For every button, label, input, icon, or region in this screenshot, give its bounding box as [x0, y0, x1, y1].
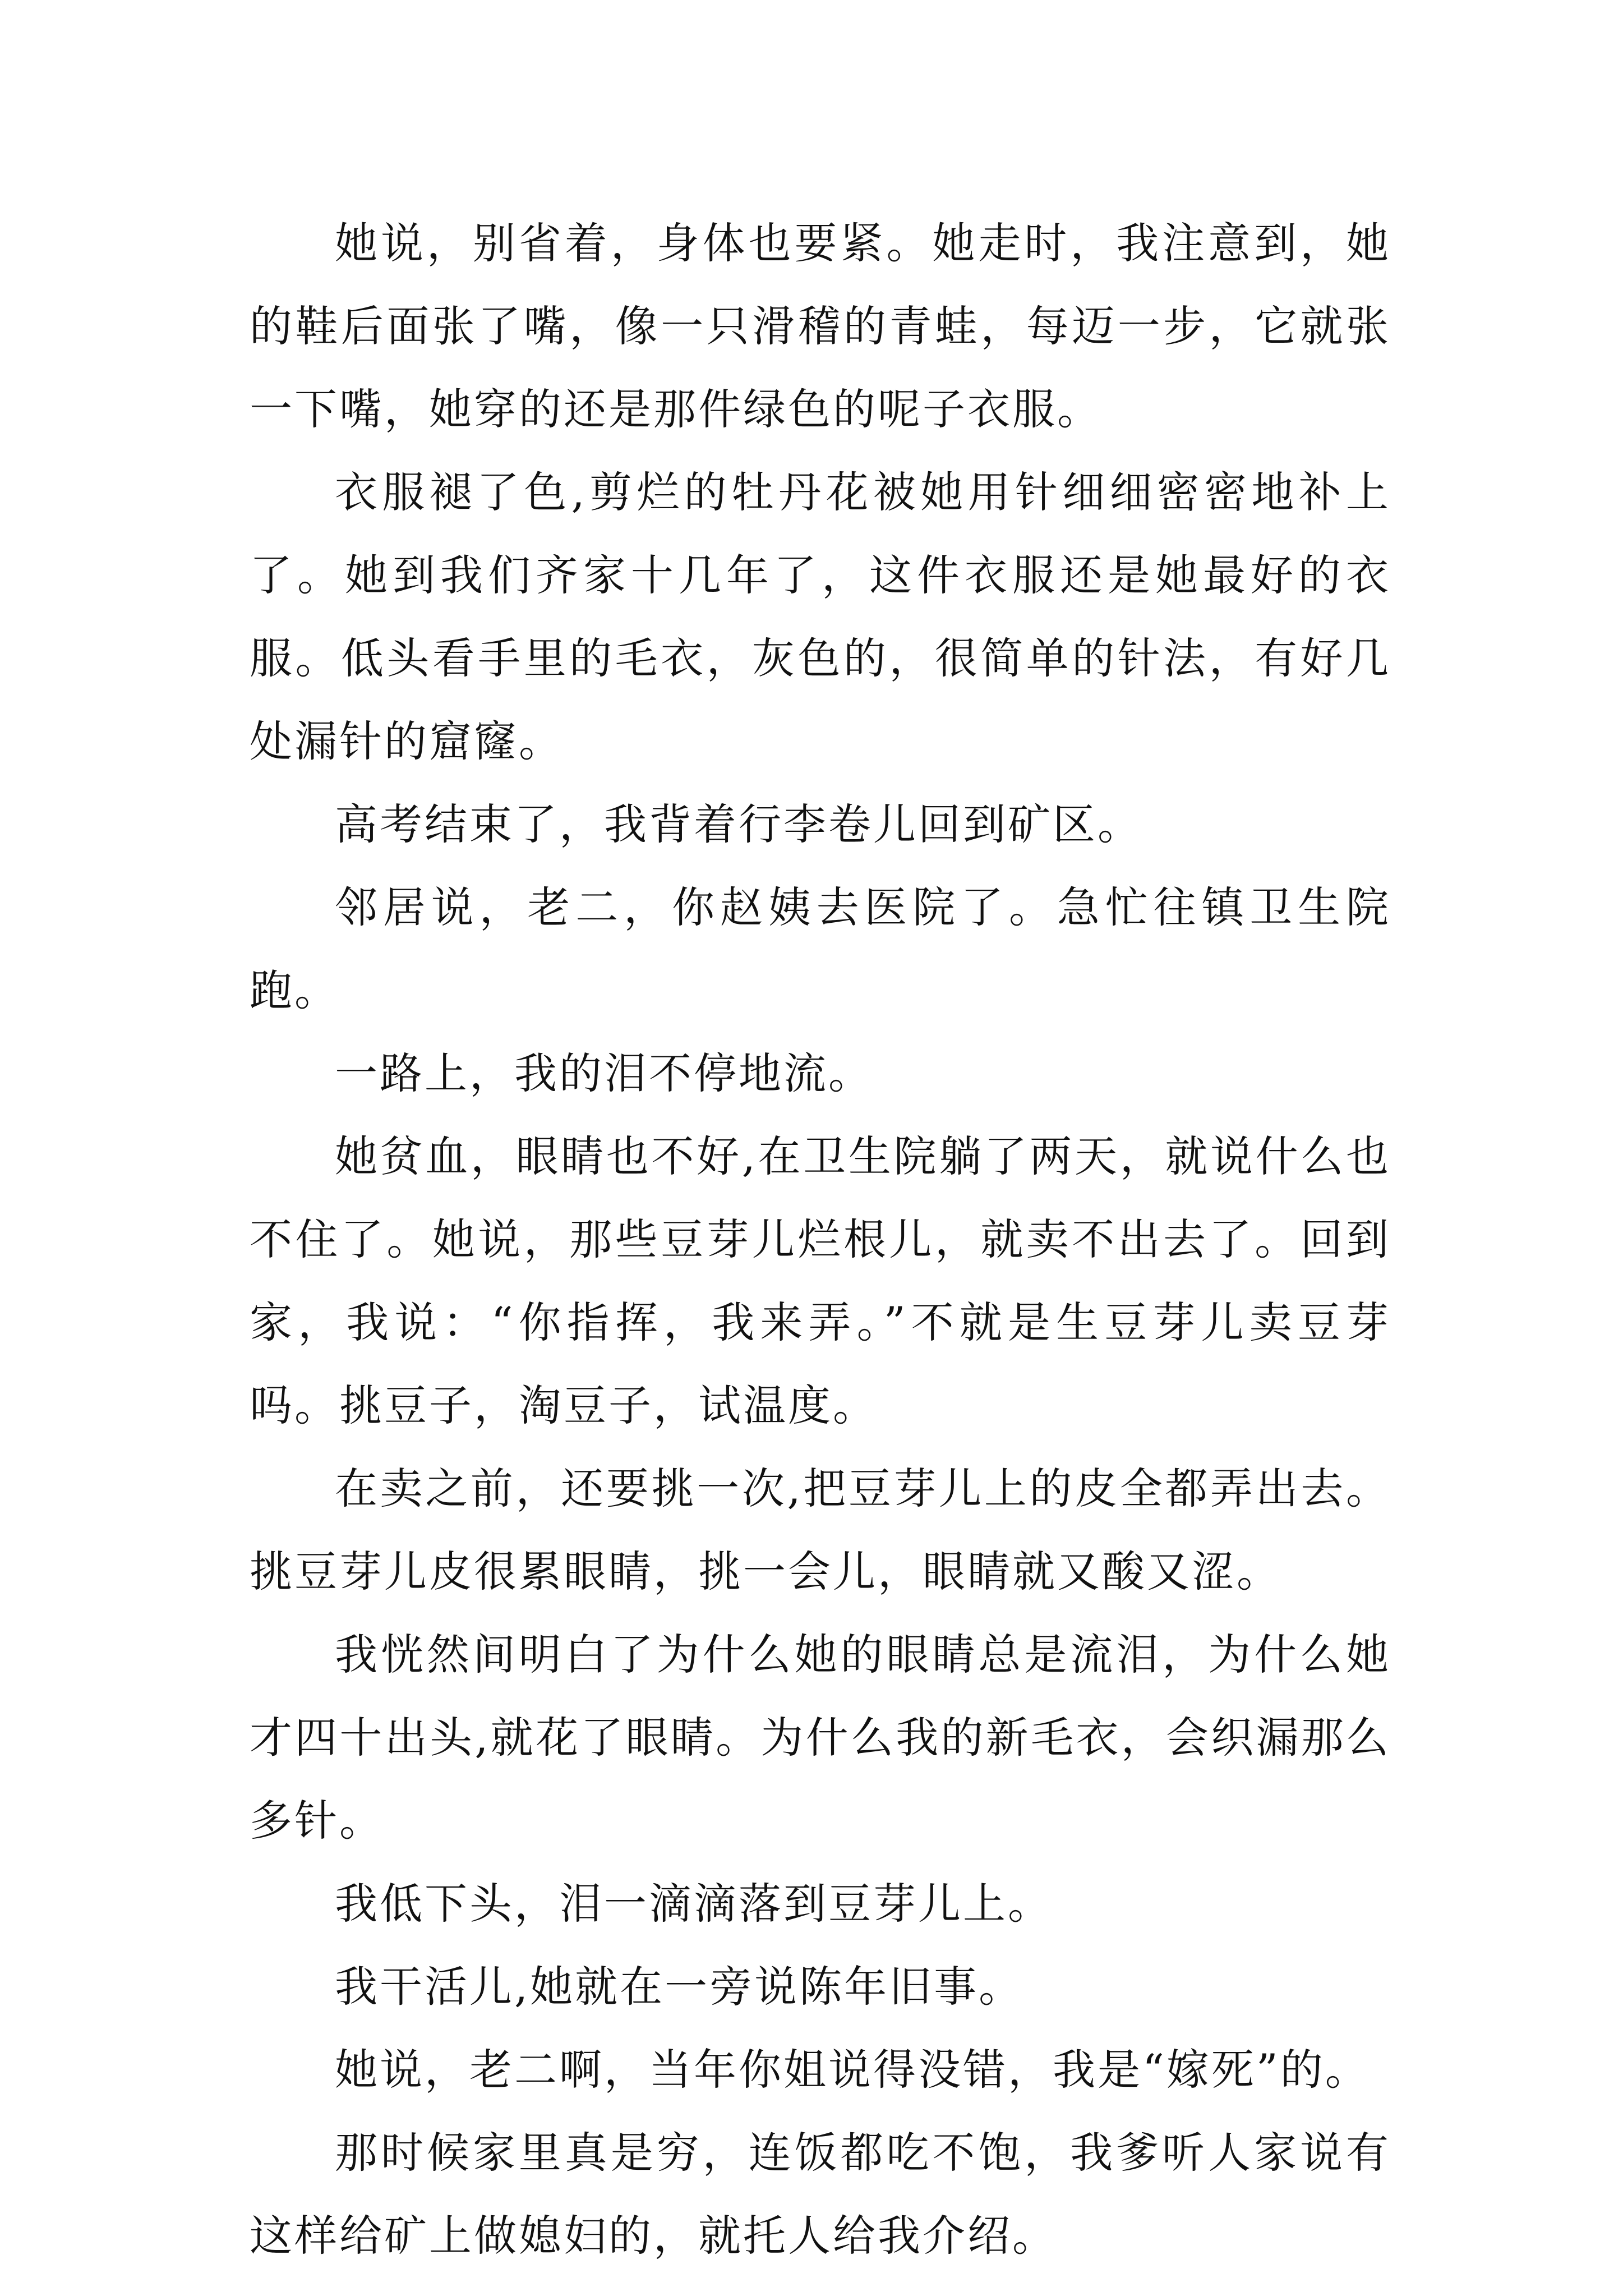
- body-text: [250, 202, 1391, 2277]
- paragraph: 我恍然间明白了为什么她的眼睛总是流泪，为什么她才四十出头,就花了眼睛。为什么我的新毛衣，会织漏那么多针。: [250, 1630, 1391, 1846]
- paragraph: 高考结束了，我背着行李卷儿回到矿区。: [335, 799, 1142, 849]
- paragraph: 她说，别省着，身体也要紧。她走时，我注意到，她的鞋后面张了嘴，像一只滑稽的青蛙，每迈一步，它就张一下嘴，她穿的还是那件绿色的呢子衣服。: [250, 218, 1391, 434]
- paragraph: 一路上，我的泪不停地流。: [335, 1048, 873, 1098]
- paragraph: 在卖之前，还要挑一次,把豆芽儿上的皮全都弄出去。挑豆芽儿皮很累眼睛，挑一会儿，眼睛就又酸又涩。: [250, 1464, 1391, 1596]
- paragraph: 那时候家里真是穷，连饭都吃不饱，我爹听人家说有这样给矿上做媳妇的，就托人给我介绍。: [250, 2128, 1391, 2261]
- paragraph: 她贫血，眼睛也不好,在卫生院躺了两天，就说什么也不住了。她说，那些豆芽儿烂根儿，就卖不出去了。回到家，我说：“你指挥，我来弄。”不就是生豆芽儿卖豆芽吗。挑豆子，淘豆子，试温度。: [250, 1131, 1391, 1430]
- paragraph: 我干活儿,她就在一旁说陈年旧事。: [335, 1962, 1024, 2012]
- paragraph: 我低下头，泪一滴滴落到豆芽儿上。: [335, 1879, 1053, 1929]
- paragraph: 邻居说，老二，你赵姨去医院了。急忙往镇卫生院跑。: [250, 882, 1391, 1015]
- paragraph: 衣服褪了色,剪烂的牡丹花被她用针细细密密地补上了。她到我们齐家十几年了，这件衣服还是她最好的衣服。低头看手里的毛衣，灰色的，很简单的针法，有好几处漏针的窟窿。: [250, 467, 1391, 766]
- paragraph: 她说，老二啊，当年你姐说得没错，我是“嫁死”的。: [335, 2045, 1370, 2095]
